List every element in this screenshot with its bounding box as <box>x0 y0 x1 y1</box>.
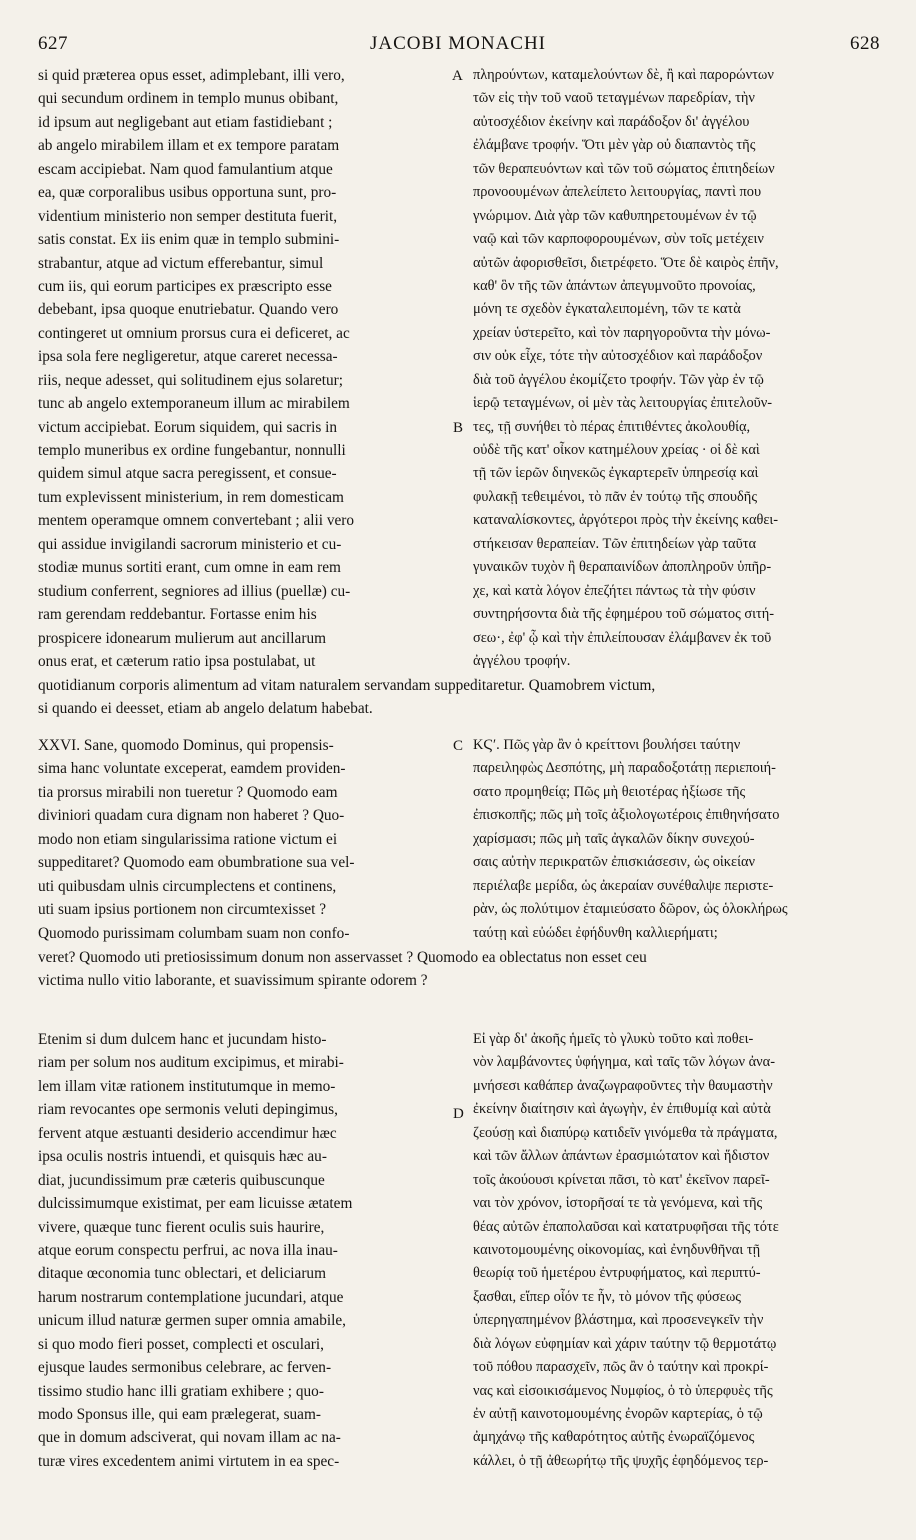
margin-marker-a: A <box>452 68 463 84</box>
greek-line: παρειληφὼς Δεσπότης, μὴ παραδοξοτάτῃ περιεποιή- <box>473 760 776 777</box>
latin-line: videntium ministerio non semper destituta fuerit, <box>38 207 338 225</box>
latin-line: modo non etiam singularissima ratione victum ei <box>38 830 338 848</box>
latin-line: sima hanc voluntate exceperat, eamdem providen- <box>38 760 346 778</box>
greek-column <box>473 734 878 945</box>
greek-line: ΚϚʹ. Πῶς γὰρ ἂν ὁ κρείττονι βουλήσει ταύτην <box>473 737 741 753</box>
latin-line: uti suam ipsius portionem non circumtexisset ? <box>38 901 327 919</box>
latin-line: contingeret ut omnium prorsus cura ei deficeret, ac <box>38 324 350 342</box>
greek-line: καταναλίσκοντες, ἀργότεροι πρὸς τὴν ἐκείνης καθει- <box>473 512 779 529</box>
latin-column <box>38 1028 446 1473</box>
greek-line: σαις αὐτὴν περικρατῶν ἐπισκιάσεσιν, ὡς οἰκείαν <box>473 854 756 871</box>
greek-line: τες, τῇ συνήθει τὸ πέρας ἐπιτιθέντες ἀκολουθίᾳ, <box>473 418 751 435</box>
greek-line: ἐπισκοπῆς; πῶς μὴ τοῖς ἀξιολογωτέροις ἐπιθηνήσατο <box>473 807 780 824</box>
latin-line: debebant, ipsa quoque enutriebatur. Quando vero <box>38 301 339 319</box>
greek-line: ταύτῃ καὶ εὐώδει ἐφήδυνθη καλλιερήματι; <box>473 924 718 941</box>
greek-line: σιν οὐκ εἶχε, τότε τὴν αὐτοσχέδιον καὶ παράδοξον <box>473 348 763 365</box>
latin-line: cum iis, qui eorum participes ex præscripto esse <box>38 277 332 295</box>
greek-line: μόνη τε σχεδὸν ἐγκαταλειπομένη, τῶν τε κατὰ <box>473 301 741 318</box>
greek-line: ζεούσῃ καὶ διαπύρῳ κατιδεῖν γινόμεθα τὰ πράγματα, <box>473 1124 778 1141</box>
greek-line: ἐλάμβανε τροφήν. Ὅτι μὲν γὰρ οὐ διαπαντὸς τῆς <box>473 137 756 154</box>
latin-line: XXVI. Sane, quomodo Dominus, qui propensis- <box>38 737 334 754</box>
greek-line: ναι τὸν χρόνον, ἱστορῆσαί τε τὰ γενόμενα, καὶ τῆς <box>473 1195 763 1212</box>
latin-line: turæ vires excedentem animi virtutem in ea spec- <box>38 1452 340 1470</box>
latin-line: uti quibusdam ulnis circumplectens et continens, <box>38 877 337 895</box>
latin-line: Etenim si dum dulcem hanc et jucundam histo- <box>38 1031 327 1048</box>
latin-line: satis constat. Ex iis enim quæ in templo submini- <box>38 231 340 249</box>
section-3 <box>38 1028 878 1488</box>
right-page-number: 628 <box>850 33 880 54</box>
latin-line: qui secundum ordinem in templo munus obibant, <box>38 90 339 108</box>
latin-line: riam revocantes ope sermonis veluti depingimus, <box>38 1101 338 1119</box>
greek-line: χρείαν ὑστερεῖτο, καὶ τὸν παρηγοροῦντα τὴν μόνω- <box>473 324 771 341</box>
greek-line: τῶν εἰς τὴν τοῦ ναοῦ τεταγμένων παρεδρίαν, τὴν <box>473 90 755 107</box>
greek-line: θέας αὐτῶν ἐπαπολαῦσαι καὶ κατατρυφῆσαι τῆς τότε <box>473 1218 779 1235</box>
greek-line: διὰ τοῦ ἀγγέλου ἐκομίζετο τροφήν. Τῶν γὰρ ἐν τῷ <box>473 371 764 388</box>
greek-line: γνώριμον. Διὰ γὰρ τῶν καθυπηρετουμένων ἐν τῷ <box>473 207 757 224</box>
latin-line: id ipsum aut negligebant aut etiam fastidiebant ; <box>38 113 333 131</box>
latin-line: que in domum adsciverat, qui novam illam ac na- <box>38 1429 341 1447</box>
greek-line: νὸν λαμβάνοντες ὑφήγημα, καὶ ταῖς τῶν λόγων ἀνα- <box>473 1054 775 1071</box>
latin-line: templo muneribus ex ordine fungebantur, nonnulli <box>38 442 346 459</box>
latin-line: riis, neque adesset, qui solitudinem ejus solaretur; <box>38 371 344 389</box>
greek-line: ἱερῷ τεταγμένων, οἱ μὲν τὰς λειτουργίας ἐπιτελοῦν- <box>473 395 773 412</box>
greek-line: τῶν θεραπευόντων καὶ τῶν τοῦ σώματος ἐπιτηδείων <box>473 160 775 177</box>
latin-line: diat, jucundissimum præ cæteris quibuscunque <box>38 1171 325 1189</box>
left-page-number: 627 <box>38 33 68 54</box>
latin-line: stodiæ munus sortiti erant, cum omne in eam rem <box>38 559 341 577</box>
greek-line: μνήσεσι καθάπερ ἀναζωγραφοῦντες τὴν θαυμαστὴν <box>473 1077 773 1094</box>
greek-line: τῇ τῶν ἱερῶν διηνεκῶς ἐγκαρτερεῖν ὑπηρεσίᾳ καὶ <box>473 465 759 482</box>
latin-line: atque eorum conspectu perfrui, ac nova illa inau- <box>38 1241 338 1259</box>
greek-line: κάλλει, ὁ τῇ ἀθεωρήτῳ τῆς ψυχῆς ἐφηδόμενος τερ- <box>473 1452 769 1469</box>
full-width-paragraph <box>38 946 878 993</box>
greek-line: θεωρίᾳ τοῦ ἡμετέρου ἐντρυφήματος, καὶ περιπτύ- <box>473 1265 761 1282</box>
latin-line: harum nostrarum contemplatione jucundari, atque <box>38 1288 344 1306</box>
greek-line: ναῷ καὶ τῶν καρποφορουμένων, σὺν τοῖς μετέχειν <box>473 231 764 248</box>
greek-line: τοῦ πόθου παρασχεῖν, πῶς ἂν ὁ ταύτην καὶ προκρί- <box>473 1359 769 1376</box>
greek-line: πληρούντων, καταμελούντων δὲ, ἢ καὶ παρορώντων <box>473 67 774 83</box>
margin-marker-d: D <box>453 1106 464 1122</box>
greek-column <box>473 1028 878 1473</box>
latin-line: si quo modo fieri posset, complecti et osculari, <box>38 1335 324 1353</box>
greek-line: σεω·, ἐφ' ᾧ καὶ τὴν ἐπιλείπουσαν ἐλάμβανεν ἐκ τοῦ <box>473 629 772 646</box>
latin-line: tunc ab angelo extemporaneum illum ac mirabilem <box>38 395 350 413</box>
greek-line: ὑπερηγαπημένον βλάστημα, καὶ προσενεγκεῖν τὴν <box>473 1312 764 1329</box>
latin-line: riam per solum nos auditum excipimus, et mirabi- <box>38 1054 344 1072</box>
full-width-line: victima nullo vitio laborante, et suavissimum spirante odorem ? <box>38 972 428 990</box>
greek-line: ἐν αὐτῇ καινοτομουμένης ἐνορῶν καρτερίας, ὁ τῷ <box>473 1406 763 1422</box>
section-2 <box>38 734 878 994</box>
latin-line: onus erat, et cæterum ratio ipsa postulabat, ut <box>38 652 316 670</box>
latin-line: ipsa oculis nostris intuendi, et quisquis hæc au- <box>38 1148 327 1166</box>
latin-line: vivere, quæque tunc fierent oculis suis haurire, <box>38 1218 325 1236</box>
greek-line: χαρίσμασι; πῶς μὴ ταῖς ἀγκαλῶν δίκην συνεχού- <box>473 830 755 847</box>
greek-line: διὰ λόγων εὐφημίαν καὶ χάριν ταύτην τῷ θερμοτάτῳ <box>473 1335 777 1352</box>
latin-line: ditaque œconomia tunc oblectari, et deliciarum <box>38 1265 326 1283</box>
latin-column <box>38 734 446 945</box>
latin-line: tia prorsus mirabili non tueretur ? Quomodo eam <box>38 783 338 801</box>
latin-line: victum accipiebat. Eorum siquidem, qui sacris in <box>38 418 338 436</box>
latin-line: suppeditaret? Quomodo eam obumbratione sua vel- <box>38 854 355 872</box>
greek-line: φυλακῇ τεθειμένοι, τὸ πᾶν ἐν τούτῳ τῆς σπουδῆς <box>473 488 758 505</box>
greek-column <box>473 64 878 673</box>
greek-line: συντηρήσοντα διὰ τῆς ἐφημέρου τοῦ σώματος σιτή- <box>473 606 775 623</box>
latin-line: quidem simul atque sacra peregissent, et consue- <box>38 465 337 483</box>
greek-line: καινοτομουμένης οἰκονομίας, καὶ ἐνηδυνθῆναι τῇ <box>473 1241 761 1258</box>
running-title: JACOBI MONACHI <box>369 33 547 54</box>
greek-line: αὐτοσχέδιον ἐκείνην καὶ παράδοξον δι' ἀγγέλου <box>473 113 750 130</box>
full-width-line: quotidianum corporis alimentum ad vitam naturalem servandam suppeditaretur. Quamobrem victum, <box>38 677 656 694</box>
latin-line: qui assidue invigilandi sacrorum ministerio et cu- <box>38 535 342 553</box>
full-width-line: si quando ei deesset, etiam ab angelo delatum habebat. <box>38 700 373 718</box>
greek-line: Εἰ γὰρ δι' ἀκοῆς ἡμεῖς τὸ γλυκὺ τοῦτο καὶ ποθει- <box>473 1031 754 1047</box>
latin-line: tum explevissent ministerium, in rem domesticam <box>38 488 344 506</box>
greek-line: καθ' ὃν τῆς τῶν ἁπάντων ἀπεγυμνοῦτο προνοίας, <box>473 277 756 294</box>
margin-marker-c: C <box>453 738 464 754</box>
greek-line: ἐκείνην διαίτησιν καὶ ἀγωγὴν, ἐν ἐπιθυμίᾳ καὶ αὐτὰ <box>473 1101 771 1118</box>
greek-line: καὶ τῶν ἄλλων ἁπάντων ἐρασμιώτατον καὶ ἥδιστον <box>473 1148 770 1165</box>
greek-line: περιέλαβε μερίδα, ὡς ἀκεραίαν συνέθαλψε περιστε- <box>473 877 774 894</box>
section-1 <box>38 64 878 724</box>
greek-line: προνοουμένων ἀπελείπετο λειτουργίας, παντὶ που <box>473 184 762 201</box>
latin-line: studium conferrent, segniores ad illius (puellæ) cu- <box>38 582 351 600</box>
latin-line: ipsa sola fere negligeretur, atque careret necessa- <box>38 348 338 366</box>
latin-line: diviniori quadam cura dignam non haberet ? Quo- <box>38 807 345 825</box>
latin-line: lem illam vitæ rationem institutumque in memo- <box>38 1077 336 1095</box>
greek-line: χε, καὶ κατὰ λόγον ἐπεζήτει πάντως τὰ τὴν φύσιν <box>473 582 756 599</box>
latin-line: mentem operamque omnem convertebant ; alii vero <box>38 512 355 530</box>
latin-line: Quomodo purissimam columbam suam non confo- <box>38 924 350 942</box>
greek-line: σατο προμηθείᾳ; Πῶς μὴ θειοτέρας ἠξίωσε τῆς <box>473 783 746 800</box>
greek-line: στήκεισαν θεραπείαν. Τῶν ἐπιτηδείων γὰρ ταῦτα <box>473 535 757 552</box>
latin-line: si quid prætereа opus esset, adimplebant, illi vero, <box>38 67 345 84</box>
latin-line: ram gerendam reddebantur. Fortasse enim his <box>38 606 317 624</box>
greek-line: αὐτῶν ἀφορισθεῖσι, διετρέφετο. Ὅτε δὲ καιρὸς ἐπῆν, <box>473 254 779 271</box>
running-header <box>30 32 886 62</box>
latin-line: ejusque laudes sermonibus celebrare, ac ferven- <box>38 1359 332 1377</box>
latin-line: fervent atque æstuanti desiderio accendimur hæc <box>38 1124 337 1142</box>
latin-column <box>38 64 446 673</box>
latin-line: dulcissimumque existimat, per eam licuisse ætatem <box>38 1195 353 1213</box>
greek-line: ἀγγέλου τροφήν. <box>473 652 571 669</box>
greek-line: νας καὶ εἰσοικισάμενος Νυμφίος, ὁ τὸ ὑπερφυὲς τῆς <box>473 1382 773 1399</box>
latin-line: ab angelo mirabilem illam et ex tempore paratam <box>38 137 340 155</box>
greek-line: γυναικῶν τυχὸν ἢ θεραπαινίδων ἀποπληροῦν ὑπῆρ- <box>473 559 772 576</box>
margin-marker-b: B <box>453 420 464 436</box>
latin-line: ea, quæ corporalibus usibus opportuna sunt, pro- <box>38 184 337 202</box>
latin-line: modo Sponsus ille, qui eam prælegerat, suam- <box>38 1406 321 1423</box>
latin-line: escam accipiebat. Nam quod famulantium atque <box>38 160 333 178</box>
latin-line: strabantur, atque ad victum efferebantur, simul <box>38 254 324 272</box>
greek-line: ρὰν, ὡς πολύτιμον ἐταμιεύσατο δῶρον, ὡς ὁλοκλήρως <box>473 901 788 918</box>
full-width-line: veret? Quomodo uti pretiosissimum donum non asservasset ? Quomodo ea oblectatus non esset ceu <box>38 949 647 966</box>
greek-line: οὐδὲ τῆς κατ' οἶκον κατημέλουν χρείας · οἱ δὲ καὶ <box>473 442 760 458</box>
full-width-paragraph <box>38 674 878 721</box>
latin-line: unicum illud naturæ germen super omnia amabile, <box>38 1312 346 1330</box>
greek-line: τοῖς ἀκούουσι κρίνεται πᾶσι, τὸ κατ' ἐκεῖνον παρεῖ- <box>473 1171 770 1188</box>
latin-line: tissimo studio hanc illi gratiam exhibere ; quo- <box>38 1382 324 1400</box>
latin-line: prospicere idonearum mulierum aut ancillarum <box>38 629 326 647</box>
greek-line: ξασθαι, εἴπερ οἷόν τε ἦν, τὸ μόνον τῆς φύσεως <box>473 1288 741 1305</box>
greek-line: ἀμηχάνῳ τῆς καθαρότητος αὐτῆς ἐνωραϊζόμενος <box>473 1429 755 1446</box>
